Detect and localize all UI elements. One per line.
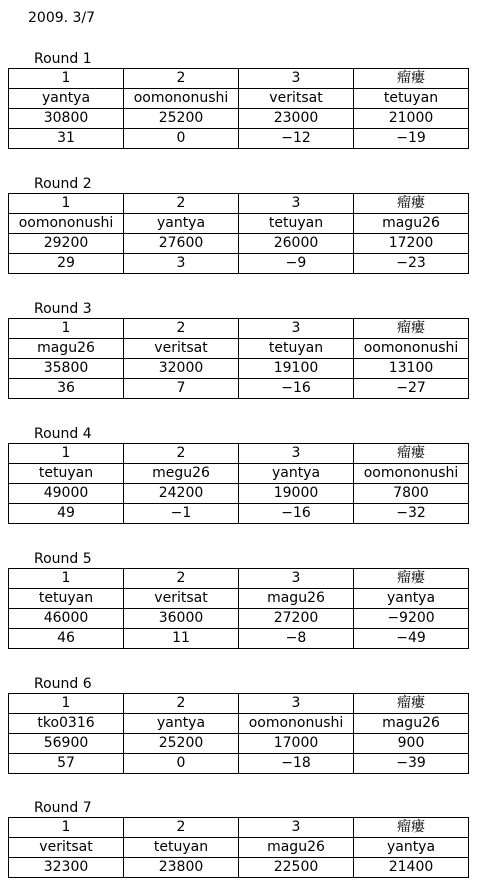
header-row [9, 569, 469, 589]
player-cell: veritsat [239, 89, 354, 109]
player-cell: magu26 [239, 838, 354, 858]
player-cell: veritsat [124, 589, 239, 609]
header-cell: 3 [239, 194, 354, 214]
score-cell: 22500 [239, 858, 354, 878]
player-cell: oomononushi [124, 89, 239, 109]
player-cell: tetuyan [239, 214, 354, 234]
player-cell: oomononushi [354, 339, 469, 359]
points-cell: −16 [239, 504, 354, 524]
score-cell: 23000 [239, 109, 354, 129]
points-cell: 29 [9, 254, 124, 274]
score-cell: 24200 [124, 484, 239, 504]
score-cell: 900 [354, 734, 469, 754]
header-cell: 瘤瘻 [354, 569, 469, 589]
round-title: Round 1 [34, 51, 92, 67]
score-cell: 17000 [239, 734, 354, 754]
round-6-table [8, 693, 469, 774]
player-cell: magu26 [354, 714, 469, 734]
player-cell: tetuyan [124, 838, 239, 858]
player-cell: oomononushi [9, 214, 124, 234]
points-cell: 7 [124, 379, 239, 399]
score-cell: 27200 [239, 609, 354, 629]
points-cell: −16 [239, 379, 354, 399]
score-cell: 36000 [124, 609, 239, 629]
points-cell: −9 [239, 254, 354, 274]
player-cell: tetuyan [9, 464, 124, 484]
score-cell: 26000 [239, 234, 354, 254]
points-cell: −49 [354, 629, 469, 649]
header-cell: 2 [124, 319, 239, 339]
round-7-table [8, 817, 469, 878]
points-cell: −19 [354, 129, 469, 149]
score-row [9, 609, 469, 629]
player-cell: yantya [9, 89, 124, 109]
score-row [9, 858, 469, 878]
header-cell: 3 [239, 818, 354, 838]
header-cell: 1 [9, 319, 124, 339]
header-row [9, 444, 469, 464]
points-cell: 36 [9, 379, 124, 399]
score-cell: 17200 [354, 234, 469, 254]
round-2-table [8, 193, 469, 274]
player-cell: yantya [239, 464, 354, 484]
score-cell: 32300 [9, 858, 124, 878]
player-cell: yantya [124, 214, 239, 234]
score-cell: 25200 [124, 109, 239, 129]
points-row [9, 254, 469, 274]
score-cell: 19100 [239, 359, 354, 379]
round-title: Round 5 [34, 551, 92, 567]
score-row [9, 359, 469, 379]
points-cell: −39 [354, 754, 469, 774]
points-row [9, 754, 469, 774]
score-row [9, 484, 469, 504]
player-row [9, 89, 469, 109]
header-row [9, 818, 469, 838]
header-cell: 1 [9, 569, 124, 589]
player-cell: veritsat [9, 838, 124, 858]
score-cell: 46000 [9, 609, 124, 629]
header-cell: 2 [124, 569, 239, 589]
header-cell: 2 [124, 694, 239, 714]
score-row [9, 734, 469, 754]
points-cell: 11 [124, 629, 239, 649]
points-cell: 46 [9, 629, 124, 649]
player-cell: tetuyan [9, 589, 124, 609]
header-cell: 瘤瘻 [354, 69, 469, 89]
header-cell: 瘤瘻 [354, 444, 469, 464]
player-row [9, 838, 469, 858]
player-cell: yantya [354, 838, 469, 858]
header-cell: 1 [9, 818, 124, 838]
score-cell: 35800 [9, 359, 124, 379]
header-cell: 瘤瘻 [354, 319, 469, 339]
header-cell: 2 [124, 194, 239, 214]
header-cell: 3 [239, 319, 354, 339]
header-row [9, 194, 469, 214]
player-cell: yantya [354, 589, 469, 609]
round-4-table [8, 443, 469, 524]
player-cell: magu26 [239, 589, 354, 609]
header-row [9, 319, 469, 339]
points-cell: 0 [124, 129, 239, 149]
round-title: Round 4 [34, 426, 92, 442]
round-title: Round 7 [34, 800, 92, 816]
player-row [9, 214, 469, 234]
player-cell: megu26 [124, 464, 239, 484]
date-label: 2009. 3/7 [28, 10, 96, 26]
points-cell: −32 [354, 504, 469, 524]
score-cell: 23800 [124, 858, 239, 878]
points-cell: −27 [354, 379, 469, 399]
score-cell: −9200 [354, 609, 469, 629]
score-cell: 21400 [354, 858, 469, 878]
header-row [9, 69, 469, 89]
player-cell: magu26 [354, 214, 469, 234]
score-cell: 29200 [9, 234, 124, 254]
header-cell: 瘤瘻 [354, 194, 469, 214]
player-cell: oomononushi [239, 714, 354, 734]
score-row [9, 234, 469, 254]
player-row [9, 464, 469, 484]
points-cell: −1 [124, 504, 239, 524]
player-cell: oomononushi [354, 464, 469, 484]
score-cell: 30800 [9, 109, 124, 129]
score-cell: 25200 [124, 734, 239, 754]
score-row [9, 109, 469, 129]
player-cell: veritsat [124, 339, 239, 359]
points-cell: −18 [239, 754, 354, 774]
header-cell: 1 [9, 194, 124, 214]
round-1-table [8, 68, 469, 149]
header-cell: 2 [124, 818, 239, 838]
points-cell: −12 [239, 129, 354, 149]
points-cell: 0 [124, 754, 239, 774]
points-row [9, 129, 469, 149]
player-cell: tko0316 [9, 714, 124, 734]
points-row [9, 379, 469, 399]
header-cell: 3 [239, 69, 354, 89]
points-row [9, 504, 469, 524]
points-cell: 49 [9, 504, 124, 524]
header-cell: 3 [239, 569, 354, 589]
player-row [9, 339, 469, 359]
points-cell: 3 [124, 254, 239, 274]
round-3-table [8, 318, 469, 399]
header-cell: 瘤瘻 [354, 694, 469, 714]
header-row [9, 694, 469, 714]
points-cell: 57 [9, 754, 124, 774]
points-row [9, 629, 469, 649]
player-cell: tetuyan [354, 89, 469, 109]
round-5-table [8, 568, 469, 649]
score-cell: 27600 [124, 234, 239, 254]
player-cell: yantya [124, 714, 239, 734]
player-cell: tetuyan [239, 339, 354, 359]
header-cell: 2 [124, 69, 239, 89]
header-cell: 1 [9, 694, 124, 714]
score-cell: 32000 [124, 359, 239, 379]
round-title: Round 2 [34, 176, 92, 192]
score-cell: 13100 [354, 359, 469, 379]
score-cell: 21000 [354, 109, 469, 129]
points-cell: −23 [354, 254, 469, 274]
score-cell: 19000 [239, 484, 354, 504]
player-row [9, 714, 469, 734]
round-title: Round 6 [34, 676, 92, 692]
player-row [9, 589, 469, 609]
header-cell: 2 [124, 444, 239, 464]
header-cell: 1 [9, 69, 124, 89]
round-title: Round 3 [34, 301, 92, 317]
points-cell: −8 [239, 629, 354, 649]
player-cell: magu26 [9, 339, 124, 359]
header-cell: 3 [239, 444, 354, 464]
header-cell: 1 [9, 444, 124, 464]
score-cell: 7800 [354, 484, 469, 504]
header-cell: 3 [239, 694, 354, 714]
score-cell: 49000 [9, 484, 124, 504]
points-cell: 31 [9, 129, 124, 149]
header-cell: 瘤瘻 [354, 818, 469, 838]
score-cell: 56900 [9, 734, 124, 754]
